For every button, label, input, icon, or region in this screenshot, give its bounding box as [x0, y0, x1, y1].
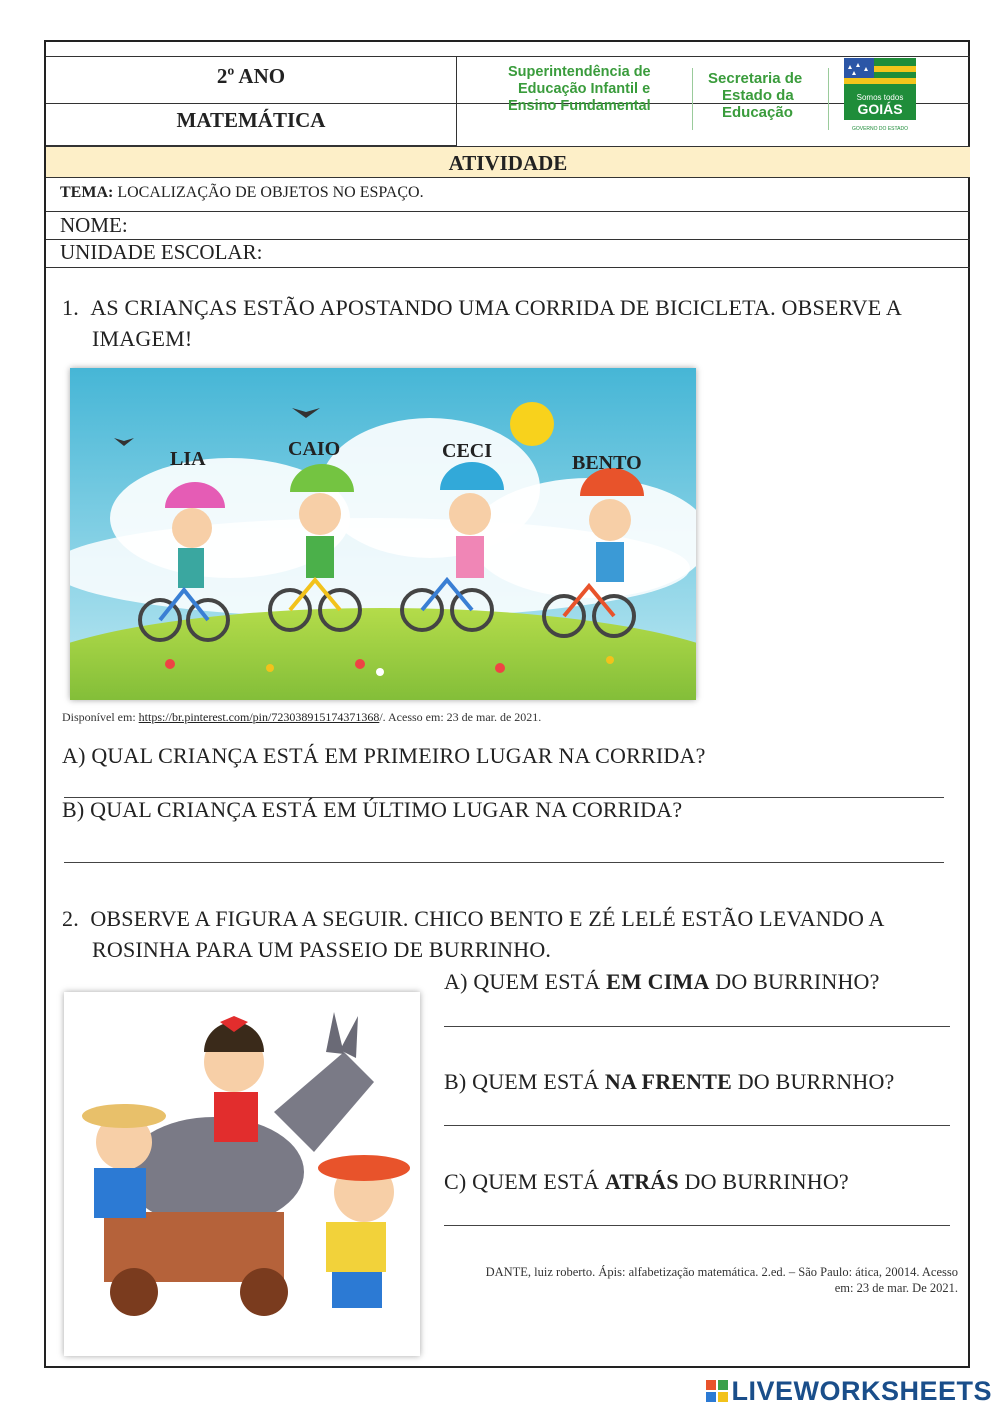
nome-row[interactable] [46, 212, 970, 240]
liveworksheets-brand[interactable]: LIVEWORKSHEETS [706, 1376, 992, 1407]
question-2-line2: ROSINHA PARA UM PASSEIO DE BURRINHO. [92, 937, 552, 962]
grade-label: 2º ANO [216, 64, 286, 88]
superintendencia-logo: Superintendência de Educação Infantil e Ensino Fundamental [508, 64, 651, 114]
donkey-ride-image [64, 992, 420, 1356]
worksheet [44, 40, 970, 1368]
answer-line-2a[interactable] [444, 1026, 950, 1027]
kid-label-caio: CAIO [288, 438, 341, 460]
question-2: 2. OBSERVE A FIGURA A SEGUIR. CHICO BENTO E ZÉ LELÉ ESTÃO LEVANDO A [62, 906, 885, 931]
question-1: 1. AS CRIANÇAS ESTÃO APOSTANDO UMA CORRIDA DE BICICLETA. OBSERVE A [62, 295, 902, 320]
image-1-caption: Disponível em: https://br.pinterest.com/pin/723038915174371368/. Acesso em: 23 de mar. de 2021. [62, 710, 542, 724]
answer-line-2b[interactable] [444, 1125, 950, 1126]
goias-gov-text: GOVERNO DO ESTADO [851, 126, 909, 132]
answer-line-2c[interactable] [444, 1225, 950, 1226]
donkey-ride-illustration [64, 992, 420, 1356]
question-1b: B) QUAL CRIANÇA ESTÁ EM ÚLTIMO LUGAR NA CORRIDA? [62, 797, 683, 822]
activity-title: ATIVIDADE [46, 146, 970, 178]
question-2b: B) QUEM ESTÁ NA FRENTE DO BURRNHO? [444, 1069, 895, 1094]
goias-small-text: Somos todos [856, 93, 904, 102]
question-2c: C) QUEM ESTÁ ATRÁS DO BURRINHO? [444, 1169, 849, 1194]
kid-label-lia: LIA [170, 448, 206, 470]
subject-label: MATEMÁTICA [176, 108, 326, 132]
image-2-reference: DANTE, luiz roberto. Ápis: alfabetização matemática. 2.ed. – São Paulo: ática, 20014. Acesso em: 23 de mar. De 2021. [485, 1265, 958, 1295]
source-link[interactable]: https://br.pinterest.com/pin/723038915174371368 [138, 710, 380, 724]
kid-label-bento: BENTO [572, 452, 642, 474]
nome-label: NOME: [60, 213, 128, 237]
question-2a: A) QUEM ESTÁ EM CIMA DO BURRINHO? [444, 969, 880, 994]
secretaria-logo: Secretaria de Estado da Educação [708, 70, 803, 121]
liveworksheets-logo-icon [706, 1380, 728, 1402]
kid-label-ceci: CECI [442, 440, 493, 462]
bike-race-illustration [70, 368, 696, 700]
answer-line-1b[interactable] [64, 862, 944, 863]
question-1a: A) QUAL CRIANÇA ESTÁ EM PRIMEIRO LUGAR NA CORRIDA? [62, 743, 706, 768]
bike-race-image [70, 368, 696, 700]
question-1-line2: IMAGEM! [92, 326, 193, 351]
goias-big-text: GOIÁS [857, 101, 903, 117]
sun-icon [510, 402, 554, 446]
goias-flag-logo [844, 58, 916, 136]
unidade-label: UNIDADE ESCOLAR: [60, 240, 263, 264]
tema-line: TEMA: LOCALIZAÇÃO DE OBJETOS NO ESPAÇO. [60, 184, 424, 201]
